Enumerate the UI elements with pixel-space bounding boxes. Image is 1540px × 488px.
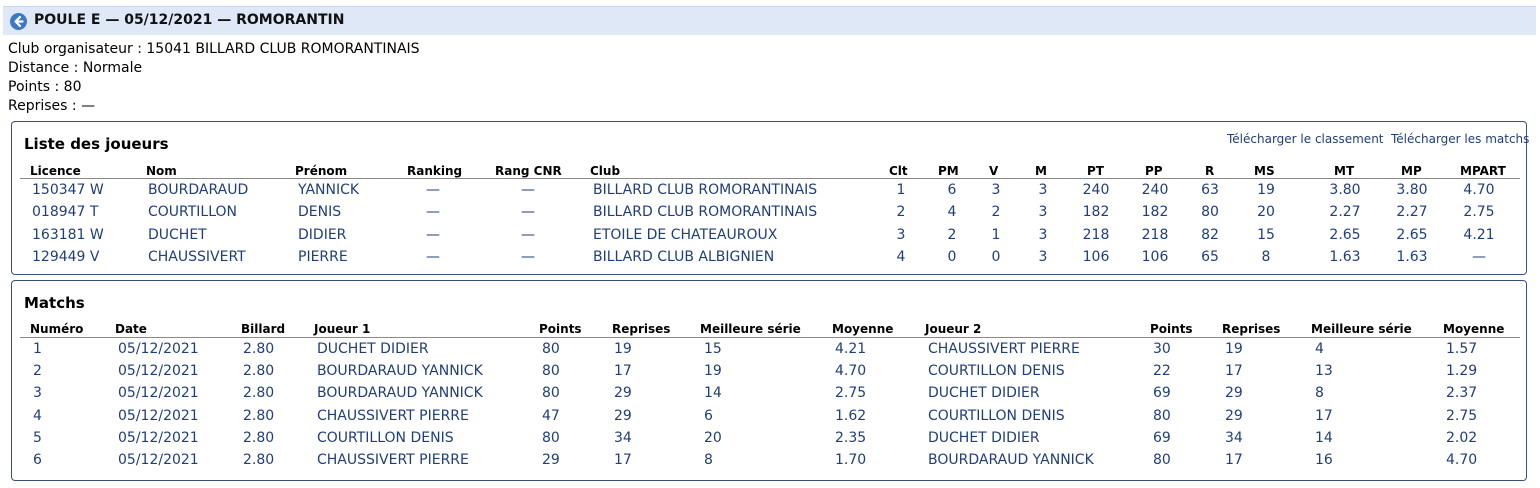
matches-cell-billard: 2.80 bbox=[243, 385, 275, 402]
matches-cell-date: 05/12/2021 bbox=[118, 341, 199, 357]
matches-cell-billard: 2.80 bbox=[243, 429, 275, 446]
matches-cell-joueur1[interactable]: CHAUSSIVERT PIERRE bbox=[317, 452, 469, 468]
players-cell-m: 3 bbox=[1038, 182, 1048, 198]
matches-cell-reprises2: 17 bbox=[1225, 363, 1243, 380]
players-panel bbox=[11, 121, 1530, 275]
matches-header-serie1: Meilleure série bbox=[700, 322, 801, 336]
players-cell-clt: 4 bbox=[896, 248, 906, 265]
matches-cell-joueur2[interactable]: DUCHET DIDIER bbox=[928, 429, 1040, 446]
matches-cell-moyenne1: 1.70 bbox=[835, 452, 867, 468]
title-bar bbox=[3, 6, 1536, 35]
players-cell-pp: 106 bbox=[1141, 248, 1169, 265]
players-header-nom: Nom bbox=[146, 164, 177, 178]
matches-cell-serie2: 4 bbox=[1315, 341, 1324, 357]
matches-cell-numero: 2 bbox=[33, 363, 42, 380]
matches-header-date: Date bbox=[115, 322, 147, 336]
matches-cell-points1: 80 bbox=[542, 341, 560, 357]
players-cell-clt: 2 bbox=[896, 204, 906, 221]
matches-cell-points2: 22 bbox=[1153, 363, 1171, 380]
matches-cell-moyenne1: 2.75 bbox=[835, 385, 867, 402]
players-cell-mt: 2.65 bbox=[1329, 226, 1361, 243]
players-cell-club: ETOILE DE CHATEAUROUX bbox=[593, 226, 778, 243]
matches-header-joueur2: Joueur 2 bbox=[925, 322, 982, 336]
matches-cell-reprises1: 19 bbox=[614, 341, 632, 357]
players-cell-pt: 218 bbox=[1082, 226, 1110, 243]
matches-header-moyenne2: Moyenne bbox=[1443, 322, 1505, 336]
matches-cell-moyenne2: 1.29 bbox=[1446, 363, 1478, 380]
players-cell-ranking: — bbox=[426, 226, 440, 243]
matches-cell-moyenne1: 4.21 bbox=[835, 341, 867, 357]
matches-cell-numero: 3 bbox=[33, 385, 42, 402]
players-cell-prenom: PIERRE bbox=[298, 248, 348, 265]
players-cell-nom[interactable]: BOURDARAUD bbox=[148, 182, 249, 198]
players-cell-v: 0 bbox=[991, 248, 1001, 265]
matches-header-reprises2: Reprises bbox=[1222, 322, 1281, 336]
matches-cell-moyenne2: 4.70 bbox=[1446, 452, 1478, 468]
players-header-divider bbox=[20, 178, 1520, 179]
matches-cell-points2: 80 bbox=[1153, 452, 1171, 468]
matches-row[interactable] bbox=[12, 408, 1526, 430]
players-cell-r: 65 bbox=[1201, 248, 1219, 265]
matches-cell-serie2: 14 bbox=[1315, 429, 1333, 446]
matches-cell-points2: 69 bbox=[1153, 429, 1171, 446]
distance-info: Distance : Normale bbox=[8, 60, 143, 76]
matches-cell-numero: 1 bbox=[33, 341, 42, 357]
download-ranking-link[interactable]: Télécharger le classement bbox=[1227, 132, 1384, 146]
matches-header-points2: Points bbox=[1150, 322, 1193, 336]
matches-cell-serie1: 15 bbox=[704, 341, 722, 357]
matches-title: Matchs bbox=[24, 294, 85, 312]
matches-cell-serie1: 19 bbox=[704, 363, 722, 380]
matches-row[interactable] bbox=[12, 341, 1526, 363]
matches-cell-reprises2: 29 bbox=[1225, 385, 1243, 402]
players-cell-licence: 150347 W bbox=[32, 182, 104, 198]
players-header-m: M bbox=[1035, 164, 1047, 178]
players-cell-licence: 163181 W bbox=[32, 226, 104, 243]
players-row[interactable] bbox=[12, 204, 1526, 226]
players-header-prenom: Prénom bbox=[295, 164, 348, 178]
players-cell-mpart: 4.70 bbox=[1463, 182, 1495, 198]
players-cell-pm: 4 bbox=[947, 204, 957, 221]
matches-cell-serie1: 20 bbox=[704, 429, 722, 446]
matches-cell-joueur1[interactable]: BOURDARAUD YANNICK bbox=[317, 385, 483, 402]
players-cell-pm: 0 bbox=[947, 248, 957, 265]
matches-row[interactable] bbox=[12, 363, 1526, 385]
players-cell-mp: 1.63 bbox=[1396, 248, 1428, 265]
players-cell-r: 80 bbox=[1201, 204, 1219, 221]
matches-cell-joueur1[interactable]: CHAUSSIVERT PIERRE bbox=[317, 407, 469, 424]
players-cell-mp: 2.27 bbox=[1396, 204, 1428, 221]
players-header-club: Club bbox=[590, 164, 621, 178]
matches-cell-moyenne1: 2.35 bbox=[835, 429, 867, 446]
players-title: Liste des joueurs bbox=[24, 135, 169, 153]
players-cell-licence: 018947 T bbox=[32, 204, 99, 221]
players-row[interactable] bbox=[12, 227, 1526, 249]
players-row[interactable] bbox=[12, 249, 1526, 271]
matches-cell-points2: 30 bbox=[1153, 341, 1171, 357]
players-cell-clt: 1 bbox=[896, 182, 906, 198]
matches-header-moyenne1: Moyenne bbox=[832, 322, 894, 336]
matches-cell-date: 05/12/2021 bbox=[118, 452, 199, 468]
players-cell-nom[interactable]: COURTILLON bbox=[148, 204, 238, 221]
players-header-mp: MP bbox=[1401, 164, 1422, 178]
players-cell-ms: 19 bbox=[1257, 182, 1275, 198]
players-header-mt: MT bbox=[1334, 164, 1355, 178]
matches-cell-points2: 80 bbox=[1153, 407, 1171, 424]
matches-cell-moyenne2: 2.75 bbox=[1446, 407, 1478, 424]
matches-header-points1: Points bbox=[539, 322, 582, 336]
players-cell-mpart: — bbox=[1472, 248, 1486, 265]
players-header-r: R bbox=[1205, 164, 1215, 178]
matches-cell-reprises2: 29 bbox=[1225, 407, 1243, 424]
matches-cell-billard: 2.80 bbox=[243, 407, 275, 424]
matches-cell-serie2: 16 bbox=[1315, 452, 1333, 468]
back-arrow-icon[interactable] bbox=[10, 13, 27, 30]
players-cell-ms: 8 bbox=[1261, 248, 1271, 265]
players-header-pm: PM bbox=[938, 164, 959, 178]
matches-cell-moyenne2: 1.57 bbox=[1446, 341, 1478, 357]
players-cell-rang-cnr: — bbox=[521, 204, 535, 221]
matches-cell-joueur1[interactable]: DUCHET DIDIER bbox=[317, 341, 429, 357]
players-header-pp: PP bbox=[1145, 164, 1163, 178]
matches-cell-points1: 29 bbox=[542, 452, 560, 468]
players-header-mpart: MPART bbox=[1460, 164, 1506, 178]
players-cell-ms: 20 bbox=[1257, 204, 1275, 221]
players-cell-mt: 2.27 bbox=[1329, 204, 1361, 221]
matches-cell-numero: 4 bbox=[33, 407, 42, 424]
players-cell-club: BILLARD CLUB ROMORANTINAIS bbox=[593, 182, 818, 198]
players-cell-mt: 3.80 bbox=[1329, 182, 1361, 198]
matches-cell-numero: 6 bbox=[33, 452, 42, 468]
players-cell-mpart: 2.75 bbox=[1463, 204, 1495, 221]
players-cell-mp: 3.80 bbox=[1396, 182, 1428, 198]
matches-cell-billard: 2.80 bbox=[243, 363, 275, 380]
matches-cell-serie1: 8 bbox=[704, 452, 713, 468]
players-cell-mpart: 4.21 bbox=[1463, 226, 1495, 243]
matches-cell-date: 05/12/2021 bbox=[118, 385, 199, 402]
reprises-info: Reprises : — bbox=[8, 98, 96, 114]
matches-cell-date: 05/12/2021 bbox=[118, 407, 199, 424]
matches-cell-points1: 80 bbox=[542, 385, 560, 402]
players-cell-pm: 2 bbox=[947, 226, 957, 243]
matches-cell-reprises1: 29 bbox=[614, 385, 632, 402]
matches-cell-reprises1: 17 bbox=[614, 452, 632, 468]
matches-header-serie2: Meilleure série bbox=[1311, 322, 1412, 336]
players-cell-pt: 106 bbox=[1082, 248, 1110, 265]
players-cell-pp: 182 bbox=[1141, 204, 1169, 221]
players-cell-pp: 240 bbox=[1141, 182, 1169, 198]
players-cell-clt: 3 bbox=[896, 226, 906, 243]
players-cell-prenom: DENIS bbox=[298, 204, 342, 221]
players-header-ms: MS bbox=[1254, 164, 1275, 178]
matches-cell-moyenne2: 2.37 bbox=[1446, 385, 1478, 402]
players-header-pt: PT bbox=[1087, 164, 1104, 178]
matches-cell-date: 05/12/2021 bbox=[118, 429, 199, 446]
players-cell-prenom: YANNICK bbox=[298, 182, 360, 198]
players-cell-rang-cnr: — bbox=[521, 182, 535, 198]
players-header-clt: Clt bbox=[889, 164, 908, 178]
matches-header-numero: Numéro bbox=[30, 322, 84, 336]
players-cell-ranking: — bbox=[426, 248, 440, 265]
matches-panel bbox=[11, 280, 1527, 481]
matches-header-billard: Billard bbox=[241, 322, 286, 336]
players-cell-m: 3 bbox=[1038, 204, 1048, 221]
players-cell-rang-cnr: — bbox=[521, 248, 535, 265]
matches-cell-moyenne1: 1.62 bbox=[835, 407, 867, 424]
players-cell-m: 3 bbox=[1038, 226, 1048, 243]
matches-cell-points2: 69 bbox=[1153, 385, 1171, 402]
players-cell-m: 3 bbox=[1038, 248, 1048, 265]
players-cell-v: 2 bbox=[991, 204, 1001, 221]
matches-cell-reprises2: 19 bbox=[1225, 341, 1243, 357]
matches-cell-reprises1: 17 bbox=[614, 363, 632, 380]
players-cell-pt: 182 bbox=[1082, 204, 1110, 221]
matches-row[interactable] bbox=[12, 385, 1526, 407]
matches-cell-points1: 47 bbox=[542, 407, 560, 424]
club-organizer: Club organisateur : 15041 BILLARD CLUB ROMORANTINAIS bbox=[8, 41, 420, 57]
matches-cell-reprises1: 34 bbox=[614, 429, 632, 446]
players-cell-club: BILLARD CLUB ALBIGNIEN bbox=[593, 248, 775, 265]
players-cell-ms: 15 bbox=[1257, 226, 1275, 243]
matches-cell-points1: 80 bbox=[542, 429, 560, 446]
matches-cell-serie2: 13 bbox=[1315, 363, 1333, 380]
matches-header-joueur1: Joueur 1 bbox=[314, 322, 371, 336]
matches-cell-moyenne2: 2.02 bbox=[1446, 429, 1478, 446]
players-cell-r: 63 bbox=[1201, 182, 1219, 198]
players-cell-pm: 6 bbox=[947, 182, 957, 198]
matches-row[interactable] bbox=[12, 452, 1526, 474]
matches-cell-serie2: 8 bbox=[1315, 385, 1324, 402]
players-header-licence: Licence bbox=[30, 164, 81, 178]
matches-cell-date: 05/12/2021 bbox=[118, 363, 199, 380]
page-title: POULE E — 05/12/2021 — ROMORANTIN bbox=[34, 12, 345, 28]
matches-row[interactable] bbox=[12, 430, 1526, 452]
matches-cell-serie1: 6 bbox=[704, 407, 713, 424]
matches-cell-joueur2[interactable]: BOURDARAUD YANNICK bbox=[928, 452, 1094, 468]
download-matches-link[interactable]: Télécharger les matchs bbox=[1391, 132, 1530, 146]
matches-cell-joueur2[interactable]: COURTILLON DENIS bbox=[928, 363, 1065, 380]
players-cell-v: 3 bbox=[991, 182, 1001, 198]
players-row[interactable] bbox=[12, 182, 1526, 204]
matches-header-divider bbox=[20, 337, 1520, 338]
players-cell-ranking: — bbox=[426, 204, 440, 221]
matches-cell-numero: 5 bbox=[33, 429, 42, 446]
players-cell-v: 1 bbox=[991, 226, 1001, 243]
matches-cell-reprises1: 29 bbox=[614, 407, 632, 424]
players-cell-pp: 218 bbox=[1141, 226, 1169, 243]
matches-cell-serie1: 14 bbox=[704, 385, 722, 402]
players-cell-club: BILLARD CLUB ROMORANTINAIS bbox=[593, 204, 818, 221]
matches-cell-joueur1[interactable]: BOURDARAUD YANNICK bbox=[317, 363, 483, 380]
matches-cell-billard: 2.80 bbox=[243, 452, 275, 468]
matches-cell-reprises2: 17 bbox=[1225, 452, 1243, 468]
matches-cell-points1: 80 bbox=[542, 363, 560, 380]
players-cell-mp: 2.65 bbox=[1396, 226, 1428, 243]
players-cell-licence: 129449 V bbox=[32, 248, 100, 265]
players-header-rang-cnr: Rang CNR bbox=[495, 164, 562, 178]
players-cell-prenom: DIDIER bbox=[298, 226, 347, 243]
points-info: Points : 80 bbox=[8, 79, 82, 95]
players-cell-mt: 1.63 bbox=[1329, 248, 1361, 265]
matches-header-reprises1: Reprises bbox=[612, 322, 671, 336]
players-cell-nom[interactable]: CHAUSSIVERT bbox=[148, 248, 246, 265]
players-header-ranking: Ranking bbox=[407, 164, 463, 178]
players-header-v: V bbox=[989, 164, 999, 178]
players-cell-pt: 240 bbox=[1082, 182, 1110, 198]
players-cell-ranking: — bbox=[426, 182, 440, 198]
matches-cell-reprises2: 34 bbox=[1225, 429, 1243, 446]
matches-cell-joueur2[interactable]: CHAUSSIVERT PIERRE bbox=[928, 341, 1080, 357]
matches-cell-billard: 2.80 bbox=[243, 341, 275, 357]
players-cell-r: 82 bbox=[1201, 226, 1219, 243]
players-cell-nom[interactable]: DUCHET bbox=[148, 226, 207, 243]
matches-cell-moyenne1: 4.70 bbox=[835, 363, 867, 380]
matches-cell-joueur2[interactable]: COURTILLON DENIS bbox=[928, 407, 1065, 424]
players-cell-rang-cnr: — bbox=[521, 226, 535, 243]
matches-cell-joueur2[interactable]: DUCHET DIDIER bbox=[928, 385, 1040, 402]
matches-cell-joueur1[interactable]: COURTILLON DENIS bbox=[317, 429, 454, 446]
matches-cell-serie2: 17 bbox=[1315, 407, 1333, 424]
